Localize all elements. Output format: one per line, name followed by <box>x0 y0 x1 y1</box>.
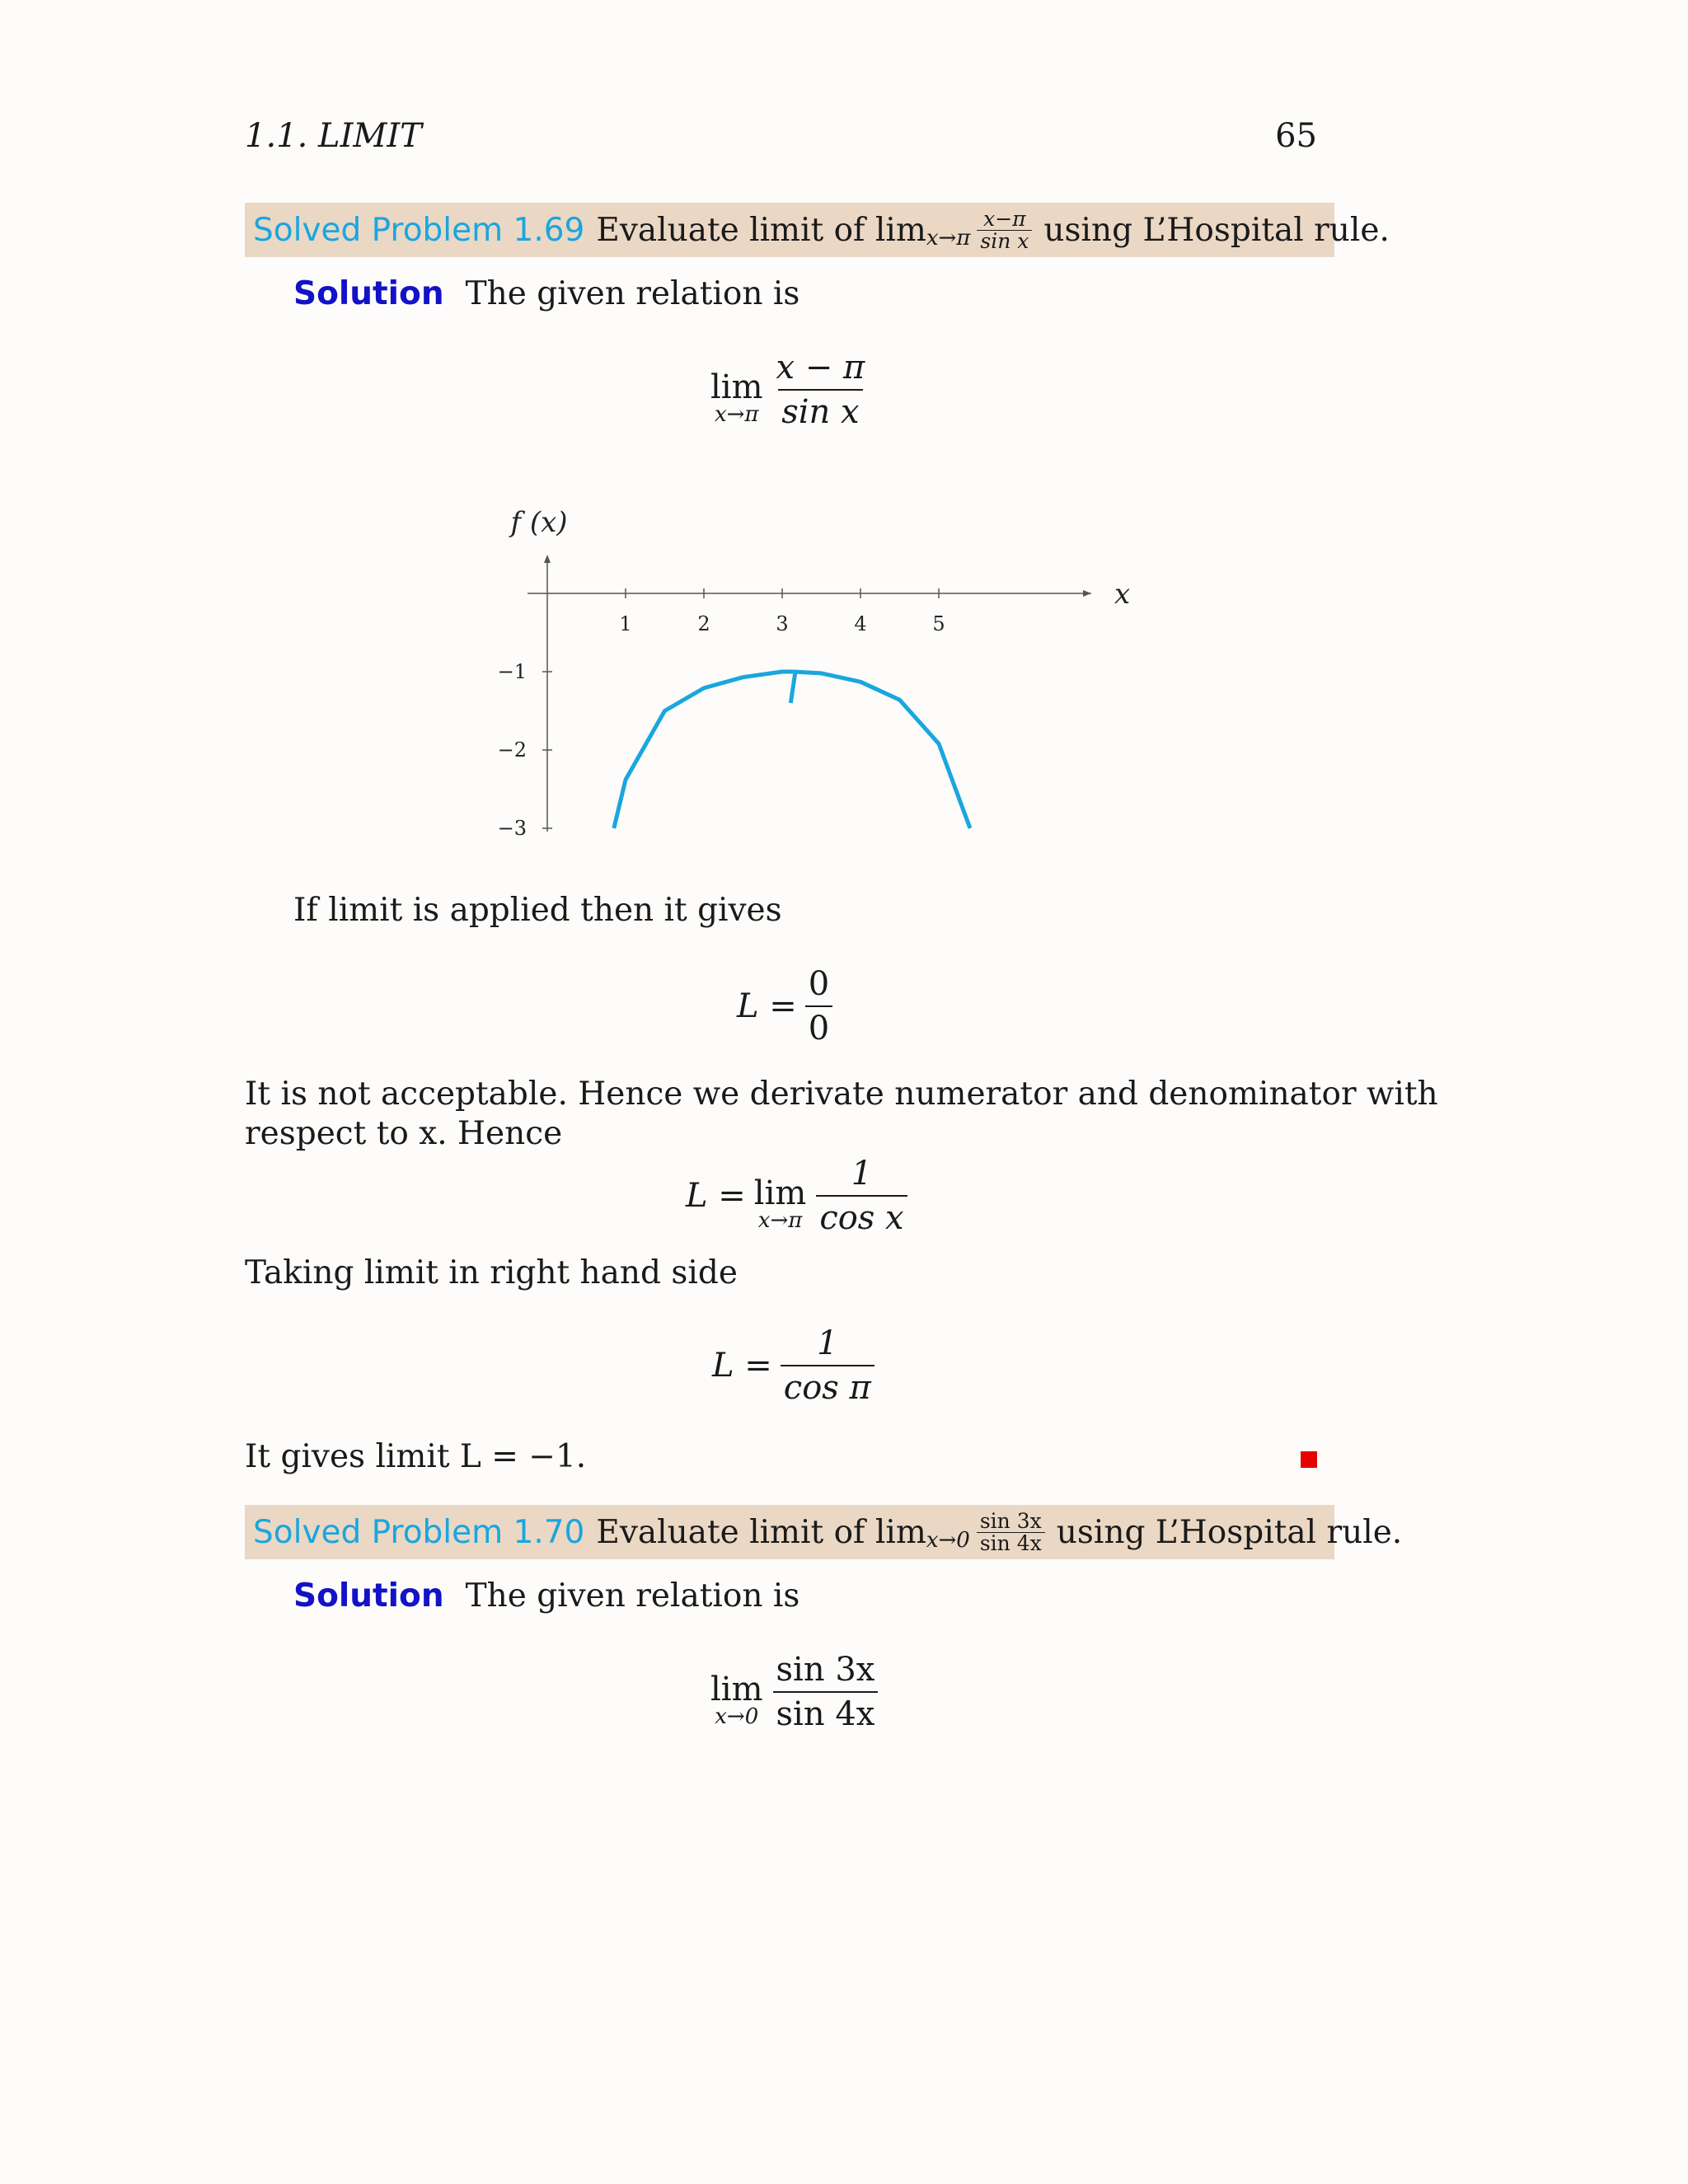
fraction-denominator: cos x <box>816 1195 907 1240</box>
paragraph-line-1: It is not acceptable. Hence we derivate numerator and denominator with <box>245 1076 1438 1113</box>
x-tick-label: 1 <box>619 612 632 635</box>
problem-box-170 <box>245 1505 1403 1559</box>
problem-sub: x→0 <box>926 1528 970 1553</box>
fraction-denominator: sin 4x <box>773 1691 879 1736</box>
fraction-numerator: sin 3x <box>776 1651 875 1689</box>
paragraph-line-2: respect to x. Hence <box>245 1115 563 1152</box>
lim-word: lim <box>710 1671 763 1708</box>
fraction-denominator: sin 4x <box>977 1532 1045 1554</box>
solution-label: Solution <box>293 275 444 312</box>
solution-label: Solution <box>293 1577 444 1615</box>
problem-text-after: using L’Hospital rule. <box>1043 211 1390 249</box>
limit-operator <box>710 368 763 427</box>
y-tick-label: −3 <box>497 817 527 840</box>
curve-series-1 <box>614 672 794 828</box>
equation-fraction <box>773 346 869 434</box>
x-axis-label: x <box>1114 578 1131 611</box>
equation-4 <box>712 1322 874 1409</box>
solution-text: The given relation is <box>465 1577 800 1615</box>
equation-lhs: L = <box>737 987 797 1025</box>
fraction-denominator: cos π <box>781 1365 874 1409</box>
fraction-numerator: sin 3x <box>979 1508 1042 1533</box>
x-tick-label: 5 <box>932 612 945 635</box>
running-header: 1.1. LIMIT <box>245 117 422 155</box>
lim-subscript: x→π <box>714 402 759 427</box>
text-result: It gives limit L = −1. <box>245 1438 587 1475</box>
equation-fraction <box>773 1648 879 1736</box>
lim-subscript: x→π <box>757 1208 803 1233</box>
y-tick-label: −1 <box>497 660 527 683</box>
solution-line <box>293 1577 799 1615</box>
y-axis-label: f (x) <box>510 506 568 539</box>
text-taking: Taking limit in right hand side <box>245 1254 738 1291</box>
fraction-numerator: x−π <box>983 206 1026 231</box>
limit-graph <box>462 494 1131 841</box>
text-applied: If limit is applied then it gives <box>293 892 782 929</box>
problem-sub: x→π <box>926 226 971 251</box>
curve-series-2 <box>793 672 970 828</box>
equation-2 <box>737 963 832 1050</box>
fraction-numerator: 1 <box>851 1155 873 1193</box>
problem-label: Solved Problem 1.69 <box>253 211 585 249</box>
problem-label: Solved Problem 1.70 <box>253 1513 585 1551</box>
equation-fraction <box>805 963 832 1050</box>
page-number: 65 <box>1275 117 1317 155</box>
x-axis-arrow-icon <box>1083 590 1091 597</box>
lim-word: lim <box>753 1174 807 1212</box>
fraction-denominator: 0 <box>805 1005 832 1050</box>
equation-fraction <box>816 1152 907 1240</box>
x-tick-label: 2 <box>697 612 710 635</box>
x-tick-label: 3 <box>776 612 789 635</box>
problem-text: Evaluate limit of lim <box>596 211 926 249</box>
equation-5 <box>710 1648 878 1736</box>
limit-operator <box>710 1673 763 1727</box>
fraction-numerator: 0 <box>808 965 830 1003</box>
solution-text: The given relation is <box>465 275 800 312</box>
limit-operator <box>753 1174 807 1233</box>
equation-fraction <box>781 1322 874 1409</box>
problem-fraction <box>977 1508 1045 1555</box>
lim-word: lim <box>710 368 763 406</box>
qed-square-icon <box>1301 1451 1317 1468</box>
problem-text-after: using L’Hospital rule. <box>1056 1513 1403 1551</box>
fraction-numerator: x − π <box>776 349 865 387</box>
problem-text: Evaluate limit of lim <box>596 1513 926 1551</box>
x-tick-label: 4 <box>854 612 867 635</box>
y-axis-arrow-icon <box>544 555 551 563</box>
solution-line <box>293 275 799 312</box>
lim-subscript: x→0 <box>715 1704 759 1729</box>
fraction-numerator: 1 <box>817 1324 838 1362</box>
equation-1 <box>710 346 868 434</box>
problem-fraction <box>977 206 1032 253</box>
y-tick-label: −2 <box>497 738 527 762</box>
fraction-denominator: sin x <box>778 389 862 434</box>
fraction-denominator: sin x <box>977 230 1032 252</box>
equation-3 <box>686 1152 907 1240</box>
equation-lhs: L = <box>686 1177 746 1215</box>
equation-lhs: L = <box>712 1347 772 1385</box>
problem-box-169 <box>245 203 1390 257</box>
discontinuity-mark <box>790 670 795 703</box>
